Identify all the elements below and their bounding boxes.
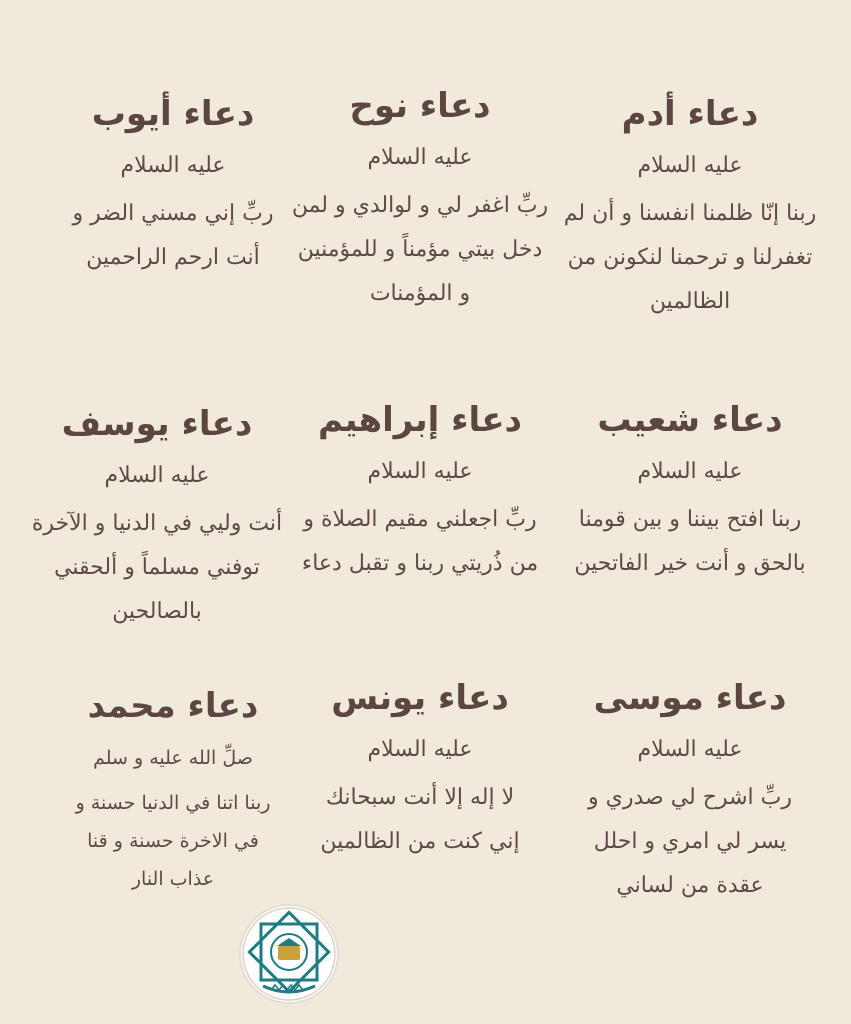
dua-line: عذاب النار [131, 868, 215, 890]
dua-line: بالصالحين [112, 599, 202, 624]
dua-line: إني كنت من الظالمين [320, 829, 520, 854]
dua-line: أنت ارحم الراحمين [86, 245, 260, 270]
dua-subtitle: عليه السلام [367, 145, 473, 170]
dua-title: دعاء يوسف [61, 404, 253, 444]
dua-title: دعاء محمد [87, 686, 259, 726]
dua-line: أنت وليي في الدنيا و الآخرة [31, 511, 283, 536]
dua-line: و المؤمنات [369, 281, 471, 306]
dua-line: بالحق و أنت خير الفاتحين [574, 551, 806, 576]
dua-title: دعاء أدم [621, 94, 759, 134]
dua-line: ربنا إنّا ظلمنا انفسنا و أن لم [563, 201, 817, 226]
dua-card-yunus [285, 676, 555, 864]
circular-emblem-logo [241, 906, 337, 1002]
dua-subtitle: عليه السلام [637, 153, 743, 178]
dua-line: ربِّ إني مسني الضر و [72, 201, 274, 226]
dua-title: دعاء نوح [349, 86, 491, 126]
dua-title: دعاء شعيب [597, 400, 783, 440]
dua-subtitle: صلِّ الله عليه و سلم [93, 747, 253, 769]
dua-line: دخل بيتي مؤمناً و للمؤمنين [297, 237, 543, 262]
dua-line: ربنا افتح بيننا و بين قومنا [578, 507, 802, 532]
emblem-icon [241, 906, 337, 1002]
dua-card-musa [555, 676, 825, 908]
dua-line: ربِّ اجعلني مقيم الصلاة و [303, 507, 537, 532]
dua-subtitle: عليه السلام [104, 463, 210, 488]
dua-line: الظالمين [649, 289, 731, 314]
dua-card-ibrahim [285, 398, 555, 586]
dua-title: دعاء موسى [593, 678, 787, 718]
dua-line: لا إله إلا أنت سبحانك [325, 785, 515, 810]
dua-subtitle: عليه السلام [367, 737, 473, 762]
dua-title: دعاء إبراهيم [318, 400, 522, 440]
dua-line: توفني مسلماً و ألحقني [54, 555, 260, 580]
dua-line: في الاخرة حسنة و قنا [87, 830, 259, 852]
dua-line: يسر لي امري و احلل [593, 829, 787, 854]
dua-card-ayyub [38, 92, 308, 280]
dua-card-yusuf [22, 402, 292, 634]
dua-line: من ذُريتي ربنا و تقبل دعاء [301, 551, 539, 576]
dua-subtitle: عليه السلام [637, 459, 743, 484]
dua-subtitle: عليه السلام [120, 153, 226, 178]
dua-card-adam [555, 92, 825, 324]
dua-line: تغفرلنا و ترحمنا لنكونن من [567, 245, 813, 270]
dua-card-nuh [285, 84, 555, 316]
dua-line: ربنا اتنا في الدنيا حسنة و [75, 792, 271, 814]
dua-card-shuayb [555, 398, 825, 586]
dua-subtitle: عليه السلام [367, 459, 473, 484]
dua-line: ربِّ اشرح لي صدري و [588, 785, 792, 810]
dua-line: عقدة من لساني [616, 873, 764, 898]
dua-title: دعاء يونس [331, 678, 509, 718]
dua-line: ربِّ اغفر لي و لوالدي و لمن [291, 193, 549, 218]
dua-subtitle: عليه السلام [637, 737, 743, 762]
dua-card-muhammad [38, 684, 308, 898]
dua-title: دعاء أيوب [91, 94, 255, 134]
